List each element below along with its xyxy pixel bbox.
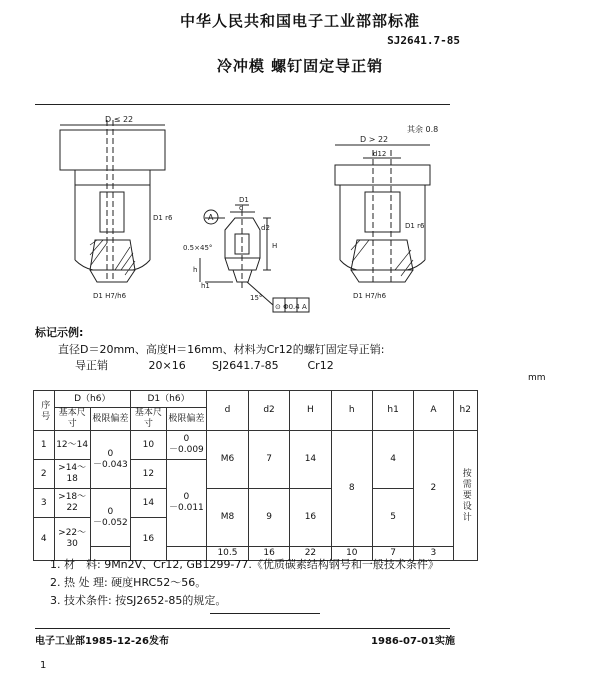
standard-number: SJ2641.7-85 <box>387 34 460 47</box>
note-technical-conditions: 3. 技术条件: 按SJ2652-85的规定。 <box>50 594 227 607</box>
left-bottom-label: D1 H7/h6 <box>93 292 127 300</box>
center-d-label: d <box>239 204 244 212</box>
header-D: D（h6） <box>54 391 130 408</box>
code-material: Cr12 <box>307 359 334 372</box>
row4-seq: 4 <box>34 518 55 561</box>
header-A: A <box>414 391 453 431</box>
center-chamfer-label: 0.5×45° <box>183 244 213 252</box>
center-d2-label: d2 <box>261 224 270 232</box>
left-view <box>60 120 165 282</box>
row1-d: M6 <box>207 431 249 489</box>
note-material: 1. 材 料: 9Mn2V、Cr12, GB1299-77.《优质碳素结构钢号和一般技术条件》 <box>50 558 439 571</box>
h-value-ab: 8 <box>331 431 372 547</box>
technical-notes <box>50 556 439 610</box>
D1-deviation-b: 0 －0.011 <box>166 460 206 547</box>
row1-D1: 10 <box>131 431 167 460</box>
center-H-label: H <box>272 242 278 250</box>
h1-value-b: 5 <box>372 489 413 547</box>
right-view <box>335 145 430 285</box>
row4-h1: 7 <box>372 547 413 561</box>
technical-drawing <box>35 110 465 325</box>
header-D-dev: 极限偏差 <box>90 408 130 431</box>
unit-label: mm <box>528 373 546 383</box>
marking-example-code <box>75 357 334 373</box>
row4-D: >22～30 <box>54 518 90 561</box>
implementation-date: 1986-07-01实施 <box>371 636 455 647</box>
page-number: 1 <box>40 660 47 671</box>
marking-example-description: 直径D＝20mm、高度H＝16mm、材料为Cr12的螺钉固定导正销: <box>58 343 385 356</box>
row2-D1: 12 <box>131 460 167 489</box>
notes-divider <box>210 613 320 614</box>
row3-D1: 14 <box>131 489 167 518</box>
footer-divider <box>35 628 450 629</box>
row1-D1-deviation: 0 －0.009 <box>166 431 206 460</box>
right-dim-label: D > 22 <box>360 135 389 144</box>
row4-h: 10 <box>331 547 372 561</box>
center-datum-label: A <box>208 213 214 222</box>
center-h1-label: h1 <box>201 282 210 290</box>
row1-D: 12～14 <box>54 431 90 460</box>
code-name: 导正销 <box>75 359 108 372</box>
row3-d: M8 <box>207 489 249 547</box>
header-D1-dev: 极限偏差 <box>166 408 206 431</box>
roughness-label: 其余 0.8 <box>407 125 439 134</box>
row4-d: 10.5 <box>207 547 249 561</box>
header-seq: 序号 <box>34 391 55 431</box>
row1-seq: 1 <box>34 431 55 460</box>
header-D-basic: 基本尺寸 <box>54 408 90 431</box>
row4-d2: 16 <box>248 547 289 561</box>
right-bottom-label: D1 H7/h6 <box>353 292 387 300</box>
row2-seq: 2 <box>34 460 55 489</box>
center-tolerance-label: ⊙ Φ0.4 A <box>275 303 307 311</box>
code-size: 20×16 <box>148 359 186 372</box>
right-d1-label: D1 r6 <box>405 222 425 230</box>
row4-D1: 16 <box>131 518 167 561</box>
center-h-label: h <box>193 266 198 274</box>
H-value-b: 16 <box>290 489 331 547</box>
organization-standard-title: 中华人民共和国电子工业部部标准 <box>179 12 420 30</box>
A-value-abc: 2 <box>414 431 453 547</box>
row4-H: 22 <box>290 547 331 561</box>
left-d1-label: D1 r6 <box>153 214 173 222</box>
header-h2: h2 <box>453 391 478 431</box>
title-divider <box>35 104 450 105</box>
document-title: 冷冲模 螺钉固定导正销 <box>216 57 384 75</box>
header-d2: d2 <box>248 391 289 431</box>
code-standard: SJ2641.7-85 <box>212 359 279 372</box>
header-h: h <box>331 391 372 431</box>
specification-table <box>33 390 478 561</box>
D-deviation-b: 0 －0.052 <box>90 489 130 547</box>
header-H: H <box>290 391 331 431</box>
h2-design-note: 按需要设计 <box>453 431 478 561</box>
header-h1: h1 <box>372 391 413 431</box>
H-value-a: 14 <box>290 431 331 489</box>
right-d12-label: d12 <box>373 150 387 158</box>
row3-D: >18～22 <box>54 489 90 518</box>
left-dim-label: D ≤ 22 <box>105 115 134 124</box>
note-heat-treatment: 2. 热 处 理: 硬度HRC52～56。 <box>50 576 207 589</box>
D-deviation-a: 0 －0.043 <box>90 431 130 489</box>
h1-value-a: 4 <box>372 431 413 489</box>
row3-seq: 3 <box>34 489 55 518</box>
center-d1-label: D1 <box>239 196 249 204</box>
header-D1-basic: 基本尺寸 <box>131 408 167 431</box>
center-angle-label: 15° <box>250 294 263 302</box>
row4-A: 3 <box>414 547 453 561</box>
header-d: d <box>207 391 249 431</box>
row1-d2: 7 <box>248 431 289 489</box>
issue-date: 电子工业部1985-12-26发布 <box>35 636 169 647</box>
header-D1: D1（h6） <box>131 391 207 408</box>
row3-d2: 9 <box>248 489 289 547</box>
row2-D: >14～18 <box>54 460 90 489</box>
marking-example-label: 标记示例: <box>35 326 84 339</box>
